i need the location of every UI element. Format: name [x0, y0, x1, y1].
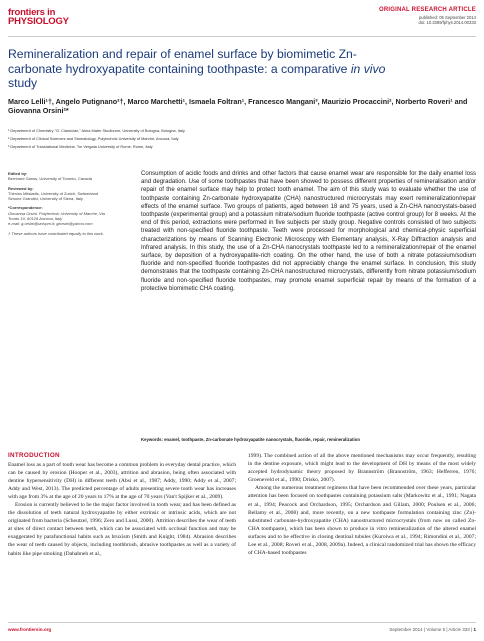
reviewed-by-label: Reviewed by: [8, 185, 34, 191]
header-divider [8, 36, 476, 37]
keywords-label: Keywords: [141, 437, 163, 442]
paragraph: Among the numerous treatment regimens that have been recommended over these years, particular attention has been focused on toothpastes containing potassium salts (Markowitz et al., 1991; Nagata et al., 1994; Peacock and Orchardson, 1995; Orchardson and Gillam, 2000; Poulsen et al., 2006; Bellamy et al., 2008) and, more recently, on a new toothpaste formulation containing zinc (Zn)-substituted carbonate-hydroxyapatite (CHA) nanostructured microcrystals (from now on called Zn-CHA toothpaste), which has been shown to produce in vitro remineralization of the altered enamel surfaces and to be effective in closing dentinal tubules (Kuroiwa et al., 1994; Rimondini et al., 2007; Lee et al., 2008; Roveri et al., 2008, 2009a). Indeed, a clinical randomized trial has shown the efficacy of CHA-based toothpastes [248, 485, 476, 557]
paragraph: Erosion is currently believed to be the major factor involved in tooth wear, and has been defined as the dissolution of teeth natural hydroxyapatite by either extrinsic or intrinsic acids, which are not originated from bacteria (Scheutzel, 1996; Zero and Lussi, 2000). Attrition describes the wear of teeth at sites of direct contact between teeth, which can be associated with occlusal function and may be exaggerated by parafunctional habits such as bruxism (Smith and Knight, 1984). Abrasion describes the wear of teeth caused by objects, including toothbrush, abrasive toothpastes as well as a variety of habits like pipe smoking (Dahabneh et al., [8, 501, 236, 557]
affiliation-2: ² Department of Clinical Sciences and Stomatology, Polytechnic University of Marche, Ancona, Italy [8, 136, 179, 141]
body-column-right [248, 452, 476, 557]
author-list: Marco Lelli¹†, Angelo Putignano²†, Marco Marchetti¹, Ismaela Foltran¹, Francesco Mangani³, Maurizio Procaccini², Norberto Roveri¹ and Giovanna Orsini²* [8, 97, 468, 116]
correspondence-text: Giovanna Orsini, Polytechnic University of Marche, Via Tronto 10, 60126 Ancona, Italy e-mail: g.orsini@univpm.it; giorsini@yahoo.com [8, 210, 105, 227]
keywords [141, 437, 476, 443]
logo-line1: frontiers in [8, 7, 56, 18]
correspondence-label: *Correspondence: [8, 205, 43, 211]
footer-divider [8, 622, 476, 623]
logo-line2: PHYSIOLOGY [8, 16, 69, 27]
title-italic: in vivo [350, 61, 386, 76]
paragraph: 1999). The combined action of all the above mentioned mechanisms may occur frequently, resulting in the dentine exposure, which might lead to the development of DH by means of the most widely accepted hydrodynamic theory proposed by Brannström (Brannström, 1963; Hefferren, 1976; Groeneveld et al., 1990; Drisko, 2007). [248, 453, 476, 484]
footer-url[interactable]: www.frontiersin.org [8, 627, 52, 632]
affiliation-3: ³ Department of Translational Medicine, Tor Vergata University of Rome, Rome, Italy [8, 144, 153, 149]
reviewed-by-text: Thimios Mitsiadis, University of Zurich, Switzerland Simone Grandini, University of Siena, Italy [8, 190, 99, 202]
affiliations [8, 127, 468, 151]
equal-contribution-note: † These authors have contributed equally to this work. [8, 230, 104, 236]
edited-by-label: Edited by: [8, 171, 28, 176]
footer-citation [389, 627, 476, 632]
article-title [8, 47, 408, 91]
keywords-list: enamel, toothpaste, Zn-carbonate hydroxyapatite nanocrystals, fluoride, repair, remineralization [164, 437, 360, 442]
article-type: ORIGINAL RESEARCH ARTICLE [378, 7, 476, 13]
title-part2: study [8, 76, 38, 91]
journal-logo [8, 8, 88, 26]
published-date: published: 05 September 2014 [418, 15, 476, 20]
body-column-left [8, 452, 236, 558]
title-part1: Remineralization and repair of enamel surface by biomimetic Zn-carbonate hydroxyapatite containing toothpaste: a comparative [8, 47, 357, 76]
doi[interactable]: doi: 10.3389/fphys.2014.00333 [418, 20, 476, 26]
publication-info [418, 15, 476, 26]
paragraph: Enamel loss as a part of tooth wear has become a common problem in everyday dental practice, which can be caused by erosion (Hooper et al., 2003), attrition and abrasion, being often associated with dentine hypersensitivity (DH) in different teeth (Absi et al., 1987; Addy, 1990; Addy et al., 2007; Addy and West, 2013). The predicted percentage of adults presenting severe tooth wear has increases with age from 3% at the age of 20 years to 17% at the age of 70 years (Van't Spijker et al., 2009). [8, 461, 236, 500]
affiliation-1: ¹ Department of Chemistry “G. Ciamician,” Alma Mater Studiorum, University of Bologna, Bologna, Italy [8, 128, 185, 133]
footer-date: September 2014 | Volume 5 | Article 333 | [389, 627, 473, 632]
page-number: 1 [473, 627, 476, 632]
abstract: Consumption of acidic foods and drinks and other factors that cause enamel wear are responsible for the daily enamel loss and degradation. Use of some toothpastes that have been showed to possess different properties of remineralisation and/or repair of the enamel surface may help to protect tooth enamel. The aim of this study was to evaluate whether the use of toothpaste containing Zn-carbonate hydroxyapatite (CHA) nanostructured microcrystals may exert remineralization/repair effects of the enamel surface. Two groups of patients, aged between 18 and 75 years, used a Zn-CHA nanocrystals-based toothpaste (experimental group) and a potassium nitrate/sodium fluoride toothpaste (active control group) for 8 weeks. At the end of this period, extractions were performed in five subjects per study group. Negative controls consisted of two subjects treated with non-specified fluoride toothpaste. Teeth were processed for morphological and chemical-physic superficial characterizations by means of Scanning Electronic Microscopy with Elementary analysis, X-Ray Diffraction analysis and Infrared analysis. In this study, the use of a Zn-CHA nanocrystals toothpaste led to a remineralization/repair of the enamel surface, by deposition of a hydroxyapatite-rich coating. On the other hand, the use of both a nitrate potassium/sodium fluoride and non-specified fluoride toothpastes did not appreciably change the enamel surface. In conclusion, this study demonstrates that the toothpaste containing Zn-CHA nanostructured microcrystals, differently from nitrate potassium/sodium fluoride and non-specified fluoride toothpastes, may promote enamel superficial repair by means of the formation of a protective biomimetic CHA coating. [141, 171, 476, 292]
section-heading-introduction: INTRODUCTION [8, 452, 60, 459]
article-sidebar [8, 171, 108, 240]
edited-by-text: Bernhard Ganss, University of Toronto, Canada [8, 176, 92, 182]
